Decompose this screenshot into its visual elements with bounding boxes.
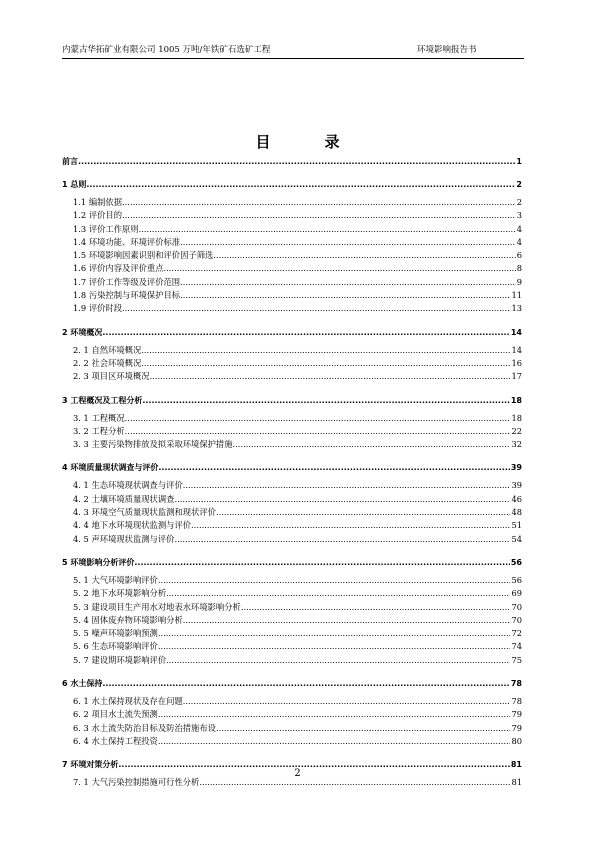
toc-entry-page: 81 [510,760,522,770]
toc-section-entry[interactable] [62,479,522,492]
toc-section-entry[interactable] [62,262,522,275]
toc-entry-page: 4 [516,223,522,234]
toc-section-entry[interactable] [62,574,522,587]
dot-leader [216,506,511,519]
toc-entry-page: 39 [510,463,522,473]
toc-section-entry[interactable] [62,493,522,506]
toc-entry-label: 3. 1 工程概况 [73,412,125,423]
toc-section-entry[interactable] [62,506,522,519]
toc-section-entry[interactable] [62,654,522,667]
toc-entry-page: 51 [511,520,522,531]
toc-section-entry[interactable] [62,236,522,249]
toc-entry-label: 4. 2 土壤环境质量现状调查 [73,493,175,504]
toc-chapter-entry[interactable] [62,326,522,339]
toc-entry-label: 4. 3 环境空气质量现状监测和现状评价 [73,507,216,518]
toc-entry-label: 5. 1 大气环境影响评价 [73,574,158,585]
toc-chapter-entry[interactable] [62,394,522,407]
toc-section-entry[interactable] [62,289,522,302]
toc-entry-page: 78 [511,696,522,707]
toc-entry-page: 69 [511,588,522,599]
toc-chapter-entry[interactable] [62,556,522,569]
toc-entry-label: 5. 6 生态环境影响评价 [73,641,158,652]
toc-entry-page: 79 [511,722,522,733]
toc-entry-page: 54 [511,533,522,544]
toc-section-entry[interactable] [62,614,522,627]
dot-leader [150,370,511,383]
toc-entry-page: 46 [511,493,522,504]
toc-entry-page: 32 [511,439,522,450]
toc-section-entry[interactable] [62,302,522,315]
toc-entry-page: 14 [510,327,522,337]
toc-entry-page: 48 [511,507,522,518]
dot-leader [180,289,510,302]
toc-entry-label: 4. 4 地下水环境现状监测与评价 [73,520,192,531]
dot-leader [158,461,510,474]
toc-entry-label: 1.8 污染控制与环境保护目标 [73,290,181,301]
dot-leader [102,677,510,690]
toc-section-entry[interactable] [62,519,522,532]
dot-leader [166,587,510,600]
toc-section-entry[interactable] [62,640,522,653]
toc-section-entry[interactable] [62,370,522,383]
toc-entry-label: 前言 [62,157,78,166]
toc-entry-page: 74 [511,641,522,652]
dot-leader [241,601,511,614]
toc-entry-label: 5 环境影响分析评价 [62,557,135,567]
toc-chapter-entry[interactable] [62,677,522,690]
toc-entry-label: 6. 2 项目水土流失预测 [73,709,158,720]
dot-leader [164,262,516,275]
toc-entry-label: 6. 3 水土流失防治目标及防治措施布设 [73,722,216,733]
dot-leader [180,276,516,289]
dot-leader [139,223,516,236]
toc-entry-page: 81 [511,777,522,788]
toc-entry-label: 2. 3 项目区环境概况 [73,371,150,382]
toc-entry-page: 3 [516,210,522,221]
dot-leader [180,236,516,249]
header-document-title: 环境影响报告书 [417,45,477,55]
toc-entry-page: 16 [511,357,522,368]
dot-leader [174,493,510,506]
toc-entry-label: 1.5 环境影响因素识别和评价因子筛选 [73,250,214,261]
toc-section-entry[interactable] [62,735,522,748]
dot-leader [216,722,511,735]
toc-entry-page: 80 [511,735,522,746]
toc-section-entry[interactable] [62,357,522,370]
toc-entry-page: 8 [516,263,522,274]
dot-leader [86,178,515,191]
toc-entry-label: 5. 5 噪声环境影响预测 [73,628,158,639]
toc-entry-page: 70 [511,614,522,625]
toc-entry-label: 7. 1 大气污染控制措施可行性分析 [73,777,200,788]
toc-section-entry[interactable] [62,601,522,614]
dot-leader [141,344,510,357]
toc-chapter-entry[interactable] [62,461,522,474]
toc-entry-label: 6. 4 水土保持工程投资 [73,735,158,746]
toc-entry-page: 39 [511,480,522,491]
toc-section-entry[interactable] [62,708,522,721]
toc-entry-page: 22 [511,425,522,436]
toc-entry-page: 56 [511,574,522,585]
header-project-title: 内蒙古华拓矿业有限公司 1005 万吨/年铁矿石选矿工程 [62,45,271,55]
toc-entry-page: 11 [511,290,522,301]
dot-leader [183,479,511,492]
toc-section-entry[interactable] [62,627,522,640]
dot-leader [122,209,516,222]
toc-entry-label: 1.2 评价目的 [73,210,123,221]
dot-leader [174,533,510,546]
toc-section-entry[interactable] [62,695,522,708]
toc-entry-label: 3. 3 主要污染物排放及拟采取环境保护措施 [73,439,233,450]
toc-chapter-entry[interactable] [62,178,522,191]
toc-entry-label: 2. 2 社会环境概况 [73,357,142,368]
toc-entry-page: 4 [516,236,522,247]
table-of-contents [62,155,522,790]
toc-entry-label: 4 环境质量现状调查与评价 [62,463,159,473]
page-header [62,44,524,59]
toc-section-entry[interactable] [62,223,522,236]
toc-entry-label: 3 工程概况及工程分析 [62,395,143,405]
toc-entry-label: 7 环境对策分析 [62,760,119,770]
toc-section-entry[interactable] [62,438,522,451]
dot-leader [141,357,510,370]
toc-entry-page: 17 [511,371,522,382]
toc-section-entry[interactable] [62,249,522,262]
dot-leader [142,394,510,407]
toc-entry-label: 3. 2 工程分析 [73,425,125,436]
dot-leader [158,640,511,653]
dot-leader [213,249,515,262]
toc-entry-page: 2 [516,180,522,189]
toc-entry-page: 13 [511,303,522,314]
toc-entry-page: 9 [516,276,522,287]
toc-section-entry[interactable] [62,587,522,600]
toc-entry-page: 1 [516,157,522,166]
toc-entry-label: 2. 1 自然环境概况 [73,344,142,355]
toc-entry-page: 79 [511,709,522,720]
toc-section-entry[interactable] [62,344,522,357]
toc-entry-page: 14 [511,344,522,355]
toc-section-entry[interactable] [62,412,522,425]
toc-entry-page: 56 [510,557,522,567]
toc-section-entry[interactable] [62,722,522,735]
toc-section-entry[interactable] [62,196,522,209]
toc-entry-label: 1.6 评价内容及评价重点 [73,263,164,274]
dot-leader [125,425,511,438]
toc-entry-label: 4. 5 声环境现状监测与评价 [73,533,175,544]
toc-title: 目录 [255,133,394,151]
dot-leader [78,155,515,168]
dot-leader [191,519,510,532]
dot-leader [102,326,510,339]
toc-entry-page: 75 [511,654,522,665]
dot-leader [122,302,510,315]
toc-entry-label: 1.7 评价工作等级及评价范围 [73,276,181,287]
toc-chapter-entry[interactable] [62,155,522,168]
dot-leader [122,196,516,209]
dot-leader [158,708,511,721]
dot-leader [183,695,511,708]
toc-entry-label: 1 总则 [62,180,87,189]
toc-entry-page: 70 [511,601,522,612]
toc-entry-label: 1.4 环境功能、环境评价标准 [73,236,181,247]
toc-entry-label: 4. 1 生态环境现状调查与评价 [73,480,183,491]
page-number: 2 [294,768,301,779]
toc-entry-label: 5. 2 地下水环境影响分析 [73,588,167,599]
toc-entry-page: 18 [510,395,522,405]
dot-leader [183,614,511,627]
toc-entry-label: 5. 4 固体废弃物环境影响分析 [73,614,183,625]
toc-entry-label: 2 环境概况 [62,327,103,337]
dot-leader [233,438,511,451]
dot-leader [125,412,511,425]
toc-entry-label: 5. 3 建设项目生产用水对地表水环境影响分析 [73,601,241,612]
dot-leader [158,735,511,748]
dot-leader [166,654,510,667]
dot-leader [158,574,511,587]
toc-entry-label: 6. 1 水土保持现状及存在问题 [73,696,183,707]
toc-entry-label: 1.3 评价工作原则 [73,223,139,234]
toc-entry-label: 1.9 评价时段 [73,303,123,314]
dot-leader [158,627,511,640]
toc-entry-label: 6 水土保持 [62,679,103,689]
toc-entry-page: 2 [516,197,522,207]
toc-entry-page: 78 [510,679,522,689]
toc-entry-label: 5. 7 建设期环境影响评价 [73,654,167,665]
toc-entry-page: 6 [516,250,522,261]
toc-section-entry[interactable] [62,209,522,222]
toc-section-entry[interactable] [62,533,522,546]
toc-entry-page: 72 [511,628,522,639]
toc-entry-page: 18 [511,412,522,423]
toc-entry-label: 1.1 编制依据 [73,197,123,207]
toc-section-entry[interactable] [62,276,522,289]
dot-leader [134,556,510,569]
toc-section-entry[interactable] [62,425,522,438]
